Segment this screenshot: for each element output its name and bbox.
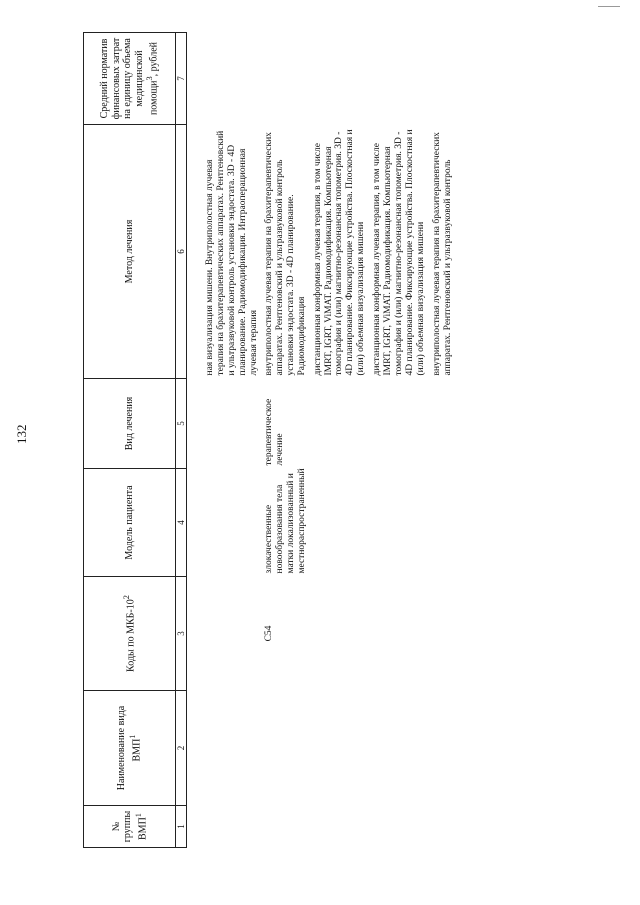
column-number: 6 bbox=[176, 125, 187, 379]
column-number: 5 bbox=[176, 379, 187, 469]
icd-code-cell: C54 bbox=[263, 625, 274, 642]
method-item: дистанционная конформная лучевая терапия, в том числе IMRT, IGRT, ViMAT. Радиомодификация. Компьютерная томография и (или) магнитно-резонансная топометрия. 3D - 4D планирование. Фиксирующие устройства. Плоскостная и (или) объемная визуализация мишени bbox=[372, 129, 426, 376]
rotated-table-container bbox=[83, 33, 623, 848]
method-item: внутриполостная лучевая терапия на брахитерапевтических аппаратах. Рентгеновский и ультразвуковой контроль bbox=[431, 132, 453, 376]
column-number: 2 bbox=[176, 691, 187, 806]
header-treatment-type: Вид лечения bbox=[84, 379, 176, 469]
method-item: внутриполостная лучевая терапия на брахитерапевтических аппаратах. Рентгеновский и ультразвуковой контроль установки эндостата. 3D - 4D планирование. Радиомодификация bbox=[263, 132, 307, 376]
method-item: дистанционная конформная лучевая терапия, в том числе IMRT, IGRT, ViMAT. Радиомодификация. Компьютерная томография и (или) магнитно-резонансная топометрия. 3D - 4D планирование. Фиксирующие устройства. Плоскостная и (или) объемная визуализация мишени bbox=[312, 129, 367, 376]
treatment-type-cell: терапевтическое лечение bbox=[263, 398, 285, 466]
column-number: 4 bbox=[176, 469, 187, 577]
corner-rule bbox=[598, 6, 620, 7]
column-number: 7 bbox=[176, 33, 187, 125]
continuation-method-text: ная визуализация мишени. Внутриполостная лучевая терапия на брахитерапевтических аппаратах. Рентгеновский и ультразвуковой контроль установки эндостата. 3D - 4D планирование. Радиомодификация. Интраоперационная лучевая терапия bbox=[205, 130, 260, 376]
table-row bbox=[263, 33, 460, 848]
header-icd-codes: Коды по МКБ-$10^2$ bbox=[84, 577, 176, 691]
header-cost-norm: Средний норматив финансовых затрат на единицу объема медицинской помощи$^3$, рублей bbox=[84, 33, 176, 125]
page-number: 132 bbox=[14, 424, 29, 444]
treatment-methods-cell bbox=[263, 125, 460, 379]
header-treatment-method: Метод лечения bbox=[84, 125, 176, 379]
patient-model-cell: злокачественные новообразования тела матки локализованный и местнораспространенный bbox=[263, 468, 307, 574]
header-vmp-name: Наименование вида ВМП$^1$ bbox=[84, 691, 176, 806]
continuation-row bbox=[204, 33, 263, 848]
column-number-row bbox=[176, 33, 187, 848]
table-header-row bbox=[84, 33, 176, 848]
vmp-table bbox=[83, 32, 460, 848]
column-number: 1 bbox=[176, 806, 187, 848]
column-number: 3 bbox=[176, 577, 187, 691]
header-group-number: № группы ВМП$^1$ bbox=[84, 806, 176, 848]
header-patient-model: Модель пациента bbox=[84, 469, 176, 577]
